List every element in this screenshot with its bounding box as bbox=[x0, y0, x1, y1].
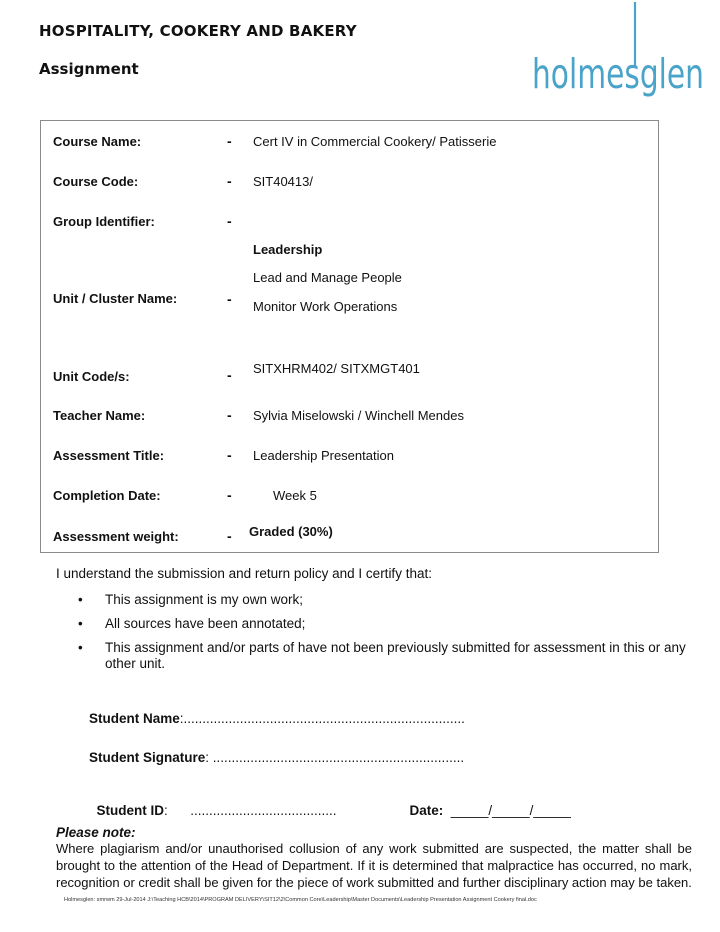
declaration-list bbox=[78, 592, 698, 680]
group-identifier-dash: - bbox=[227, 213, 232, 229]
date-field[interactable]: _____/_____/_____ bbox=[443, 803, 571, 818]
date-label: Date: bbox=[409, 803, 444, 818]
student-signature-label: Student Signature bbox=[89, 750, 206, 765]
student-id-label: Student ID bbox=[96, 803, 165, 818]
declaration-item-text: This assignment and/or parts of have not been previously submitted for assessment in this or any other unit. bbox=[105, 640, 686, 671]
teacher-name-dash: - bbox=[227, 407, 232, 423]
declaration-item-text: This assignment is my own work; bbox=[105, 592, 304, 607]
bullet-icon: • bbox=[78, 640, 83, 655]
student-id-line bbox=[89, 788, 337, 818]
assessment-weight-dash: - bbox=[227, 528, 232, 544]
teacher-name-label: Teacher Name: bbox=[53, 408, 146, 423]
student-name-field[interactable]: :........................................................................... bbox=[179, 711, 465, 726]
unit-cluster-name-label: Unit / Cluster Name: bbox=[53, 291, 178, 306]
student-id-field[interactable]: : ....................................... bbox=[164, 803, 337, 818]
bullet-icon: • bbox=[78, 592, 83, 607]
course-code-value: SIT40413/ bbox=[253, 174, 313, 189]
unit-name-2: Monitor Work Operations bbox=[253, 299, 398, 314]
unit-cluster-dash: - bbox=[227, 291, 232, 307]
logo-wordmark: holmesglen bbox=[532, 50, 704, 98]
cluster-name-value: Leadership bbox=[253, 242, 323, 257]
note-title: Please note: bbox=[56, 825, 136, 840]
completion-date-value: Week 5 bbox=[273, 488, 317, 503]
unit-codes-label: Unit Code/s: bbox=[53, 369, 130, 384]
holmesglen-logo bbox=[530, 0, 708, 100]
unit-codes-dash: - bbox=[227, 367, 232, 383]
list-item bbox=[78, 592, 698, 608]
student-signature-field[interactable]: : ................................................................... bbox=[205, 750, 465, 765]
teacher-name-value: Sylvia Miselowski / Winchell Mendes bbox=[253, 408, 464, 423]
document-type-heading: Assignment bbox=[39, 60, 139, 78]
group-identifier-label: Group Identifier: bbox=[53, 214, 155, 229]
bullet-icon: • bbox=[78, 616, 83, 631]
date-line bbox=[402, 788, 571, 818]
unit-codes-value: SITXHRM402/ SITXMGT401 bbox=[253, 361, 420, 376]
course-name-dash: - bbox=[227, 133, 232, 149]
completion-date-dash: - bbox=[227, 487, 232, 503]
course-name-value: Cert IV in Commercial Cookery/ Patisserie bbox=[253, 134, 497, 149]
course-code-label: Course Code: bbox=[53, 174, 139, 189]
unit-name-1: Lead and Manage People bbox=[253, 270, 402, 285]
course-code-dash: - bbox=[227, 173, 232, 189]
declaration-item-text: All sources have been annotated; bbox=[105, 616, 306, 631]
assessment-title-dash: - bbox=[227, 447, 232, 463]
completion-date-label: Completion Date: bbox=[53, 488, 161, 503]
document-footer: Holmesglen: smrwm 29-Jul-2014 J:\Teaching HCB\2014\PROGRAM DELIVERY\SIT12\2\Common Core\Leadership\Master Documents\Leadership Presentation Assignment Cookery final.doc bbox=[64, 897, 537, 903]
assessment-weight-label: Assessment weight: bbox=[53, 529, 179, 544]
declaration-intro: I understand the submission and return policy and I certify that: bbox=[56, 566, 432, 581]
student-signature-line bbox=[89, 750, 464, 765]
assessment-weight-value: Graded (30%) bbox=[249, 524, 333, 539]
student-name-label: Student Name bbox=[89, 711, 180, 726]
assessment-title-value: Leadership Presentation bbox=[253, 448, 394, 463]
list-item bbox=[78, 616, 698, 632]
department-heading: HOSPITALITY, COOKERY AND BAKERY bbox=[39, 22, 357, 40]
assessment-title-label: Assessment Title: bbox=[53, 448, 165, 463]
course-name-label: Course Name: bbox=[53, 134, 142, 149]
note-body: Where plagiarism and/or unauthorised collusion of any work submitted are suspected, the matter shall be brought to the attention of the Head of Department. If it is determined that malpractice has occurred, no mark, recognition or credit shall be given for the piece of work submitted and further disciplinary action may be taken. bbox=[56, 841, 692, 890]
student-name-line bbox=[89, 711, 465, 726]
list-item bbox=[78, 640, 698, 672]
